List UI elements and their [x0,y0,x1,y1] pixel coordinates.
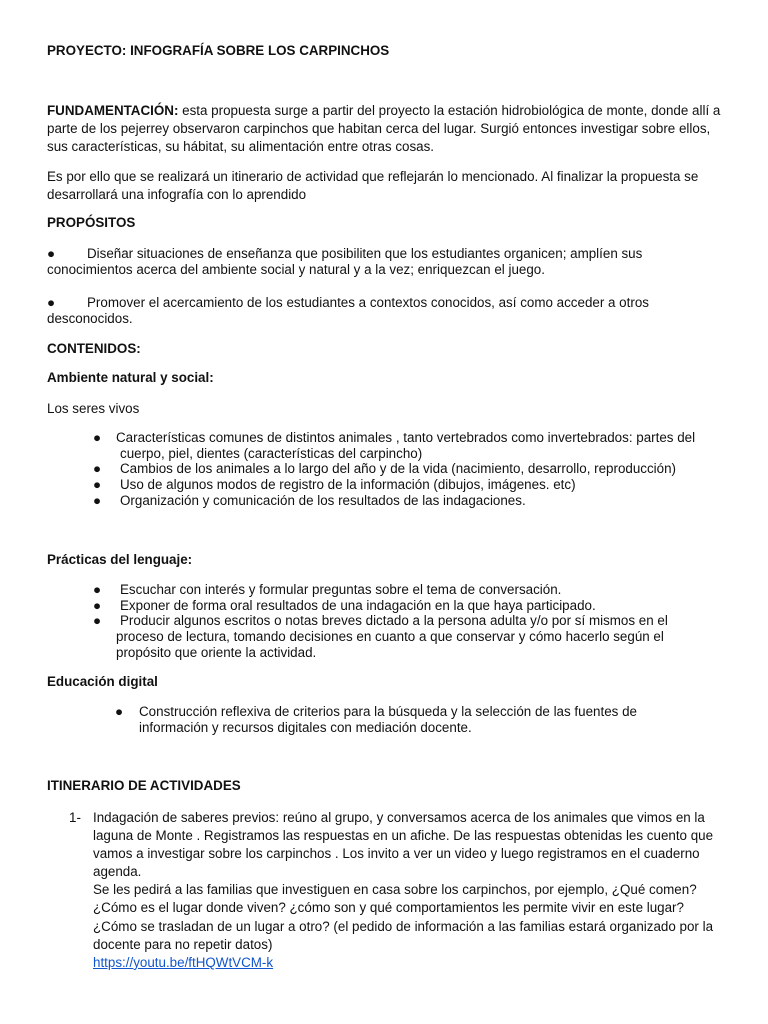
bullet-icon: ● [93,582,102,597]
list-item [93,477,730,493]
list-item-text: Exponer de forma oral resultados de una indagación en la que haya participado. [120,598,596,613]
bullet-icon: ● [93,493,102,508]
ambiente-heading: Ambiente natural y social: [47,370,214,385]
contenidos-heading: CONTENIDOS: [47,341,141,356]
list-item-text: Organización y comunicación de los resultados de las indagaciones. [120,493,526,508]
proposito-text: Diseñar situaciones de enseñanza que posibiliten que los estudiantes organicen; amplíen sus conocimientos acerca del ambiente social y natural y a la vez; enriquezcan el juego. [47,246,643,278]
list-item-text: Construcción reflexiva de criterios para la búsqueda y la selección de las fuentes de información y recursos digitales con mediación docente. [139,704,637,736]
list-item [115,704,699,736]
list-item-text: Cambios de los animales a lo largo del año y de la vida (nacimiento, desarrollo, reproducción) [120,461,677,476]
fundamentacion-text: esta propuesta surge a partir del proyecto la estación hidrobiológica de monte, donde allí a parte de los pejerrey observaron carpinchos que habitan cerca del lugar. Surgió entonces investigar sobre ellos, sus características, su hábitat, su alimentación entre otras cosas. [47,103,721,154]
seres-vivos-subheading: Los seres vivos [47,401,140,416]
list-item-text: Características comunes de distintos animales , tanto vertebrados como invertebrados: partes del cuerpo, piel, dientes (características del carpincho) [116,430,696,462]
bullet-icon: ● [47,295,56,310]
bullet-icon: ● [47,246,56,261]
list-item-text: Uso de algunos modos de registro de la información (dibujos, imágenes. etc) [120,477,576,492]
propositos-heading: PROPÓSITOS [47,215,136,230]
list-item [93,430,726,462]
itinerario-heading: ITINERARIO DE ACTIVIDADES [47,778,241,793]
intro-paragraph: Es por ello que se realizará un itinerario de actividad que reflejarán lo mencionado. Al finalizar la propuesta se desarrollará una infografía con lo aprendido [47,169,699,202]
proposito-item [47,246,727,278]
list-item [93,493,730,509]
bullet-icon: ● [93,477,102,492]
fundamentacion-paragraph [47,102,727,156]
itinerary-item [69,809,725,972]
proposito-text: Promover el acercamiento de los estudiantes a contextos conocidos, así como acceder a otros desconocidos. [47,295,649,327]
document-title: PROYECTO: INFOGRAFÍA SOBRE LOS CARPINCHOS [47,43,390,58]
bullet-icon: ● [115,704,124,719]
bullet-icon: ● [93,613,102,628]
video-link[interactable]: https://youtu.be/ftHQWtVCM-k [93,954,274,970]
list-item-text: Producir algunos escritos o notas breves dictado a la persona adulta y/o por sí mismos en el proceso de lectura, tomando decisiones en cuanto a que conservar y cómo hacerlo según el propósito que oriente la actividad. [116,613,668,661]
proposito-item [47,295,727,327]
list-item [93,613,716,662]
digital-heading: Educación digital [47,674,158,689]
list-item [93,461,730,477]
list-item-text: Escuchar con interés y formular preguntas sobre el tema de conversación. [120,582,562,597]
itinerary-item-number: 1- [69,810,81,825]
lenguaje-heading: Prácticas del lenguaje: [47,552,193,567]
list-item [93,582,730,598]
bullet-icon: ● [93,598,102,613]
bullet-icon: ● [93,430,102,445]
list-item [93,598,730,614]
itinerary-item-text-2: Se les pedirá a las familias que investiguen en casa sobre los carpinchos, por ejemplo, ¿Qué comen? ¿Cómo es el lugar donde viven? ¿cómo son y qué comportamientos les permite vivir en este lugar? ¿Cómo se trasladan de un lugar a otro? (el pedido de información a las familias estará organizado por la docente para no repetir datos) [93,882,714,952]
bullet-icon: ● [93,461,102,476]
fundamentacion-label: FUNDAMENTACIÓN: [47,103,179,118]
itinerary-item-text: Indagación de saberes previos: reúno al grupo, y conversamos acerca de los animales que vimos en la laguna de Monte . Registramos las respuestas en un afiche. De las respuestas obtenidas les cuento que vamos a investigar sobre los carpinchos . Los invito a ver un video y luego registramos en el cuaderno agenda. [93,810,714,880]
